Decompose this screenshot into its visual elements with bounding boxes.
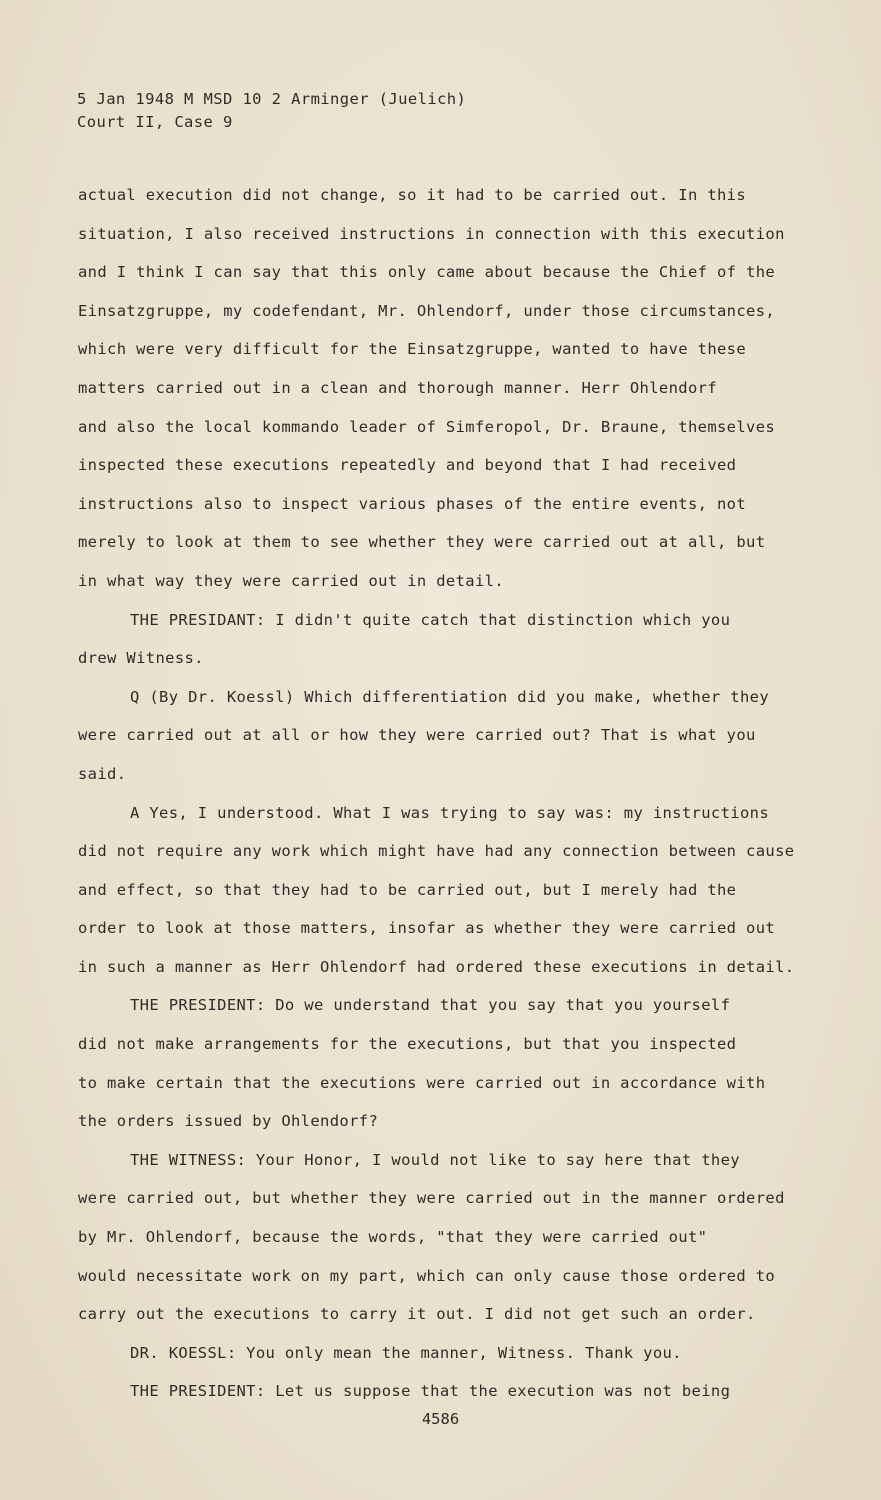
transcript-line: and effect, so that they had to be carried out, but I merely had the [78,880,737,899]
transcript-line: were carried out, but whether they were carried out in the manner ordered [78,1189,785,1208]
transcript-line: situation, I also received instructions in connection with this execution [78,224,785,243]
transcript-line: matters carried out in a clean and thorough manner. Herr Ohlendorf [78,378,717,397]
transcript-line: Einsatzgruppe, my codefendant, Mr. Ohlendorf, under those circumstances, [78,301,776,320]
page-number: 4586 [421,1410,460,1428]
transcript-line: actual execution did not change, so it had to be carried out. In this [78,186,747,204]
transcript-line: would necessitate work on my part, which can only cause those ordered to [78,1266,776,1285]
transcript-line: THE PRESIDANT: I didn't quite catch that distinction which you [130,610,731,629]
transcript-line: instructions also to inspect various phases of the entire events, not [78,494,747,513]
transcript-line: said. [78,764,127,783]
transcript-line: were carried out at all or how they were carried out? That is what you [78,726,756,745]
transcript-line: THE PRESIDENT: Do we understand that you say that you yourself [130,996,731,1015]
header-reference: 5 Jan 1948 M MSD 10 2 Arminger (Juelich) [77,90,467,108]
transcript-line: inspected these executions repeatedly and beyond that I had received [78,456,737,475]
transcript-line: A Yes, I understood. What I was trying to say was: my instructions [130,803,769,822]
transcript-line: by Mr. Ohlendorf, because the words, "that they were carried out" [78,1228,708,1247]
transcript-body [78,176,808,1411]
transcript-line: Q (By Dr. Koessl) Which differentiation did you make, whether they [130,687,769,706]
transcript-line: merely to look at them to see whether they were carried out at all, but [78,533,766,552]
transcript-line: to make certain that the executions were carried out in accordance with [78,1073,766,1092]
transcript-line: in what way they were carried out in detail. [78,571,504,590]
header-court: Court II, Case 9 [77,113,233,131]
transcript-line: and I think I can say that this only came about because the Chief of the [78,263,776,282]
transcript-line: order to look at those matters, insofar as whether they were carried out [78,919,776,938]
transcript-line: did not make arrangements for the executions, but that you inspected [78,1035,737,1054]
transcript-line: which were very difficult for the Einsatzgruppe, wanted to have these [78,340,747,359]
transcript-line: THE PRESIDENT: Let us suppose that the execution was not being [130,1382,731,1401]
transcript-line: drew Witness. [78,649,204,668]
transcript-line: DR. KOESSL: You only mean the manner, Witness. Thank you. [130,1343,682,1362]
transcript-line: and also the local kommando leader of Simferopol, Dr. Braune, themselves [78,417,776,436]
transcript-line: the orders issued by Ohlendorf? [78,1112,379,1131]
transcript-line: carry out the executions to carry it out. I did not get such an order. [78,1305,756,1324]
transcript-line: did not require any work which might have had any connection between cause [78,842,795,861]
transcript-line: in such a manner as Herr Ohlendorf had ordered these executions in detail. [78,957,795,976]
transcript-line: THE WITNESS: Your Honor, I would not like to say here that they [130,1150,740,1169]
